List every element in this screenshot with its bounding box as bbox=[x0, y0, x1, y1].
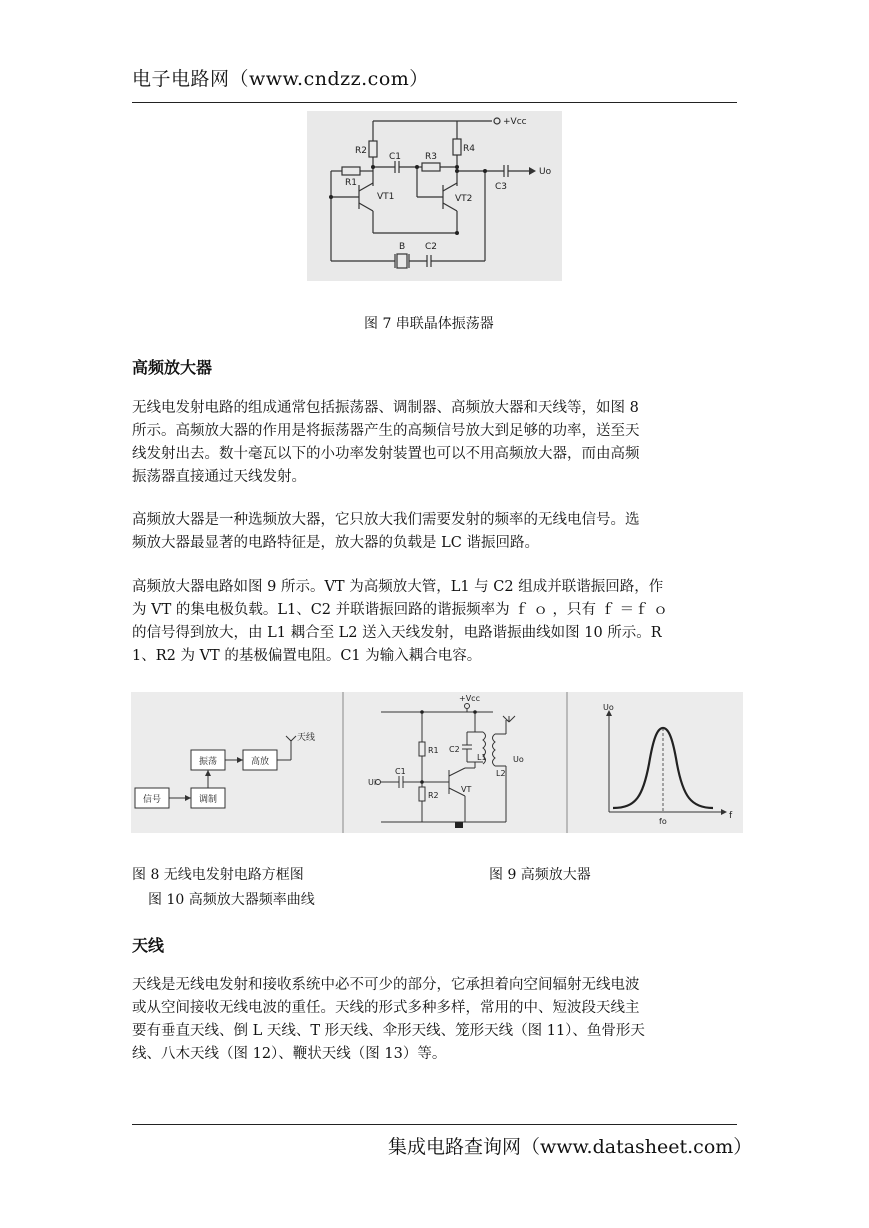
figure-10-caption: 图 10 高频放大器频率曲线 bbox=[148, 892, 315, 908]
header-rule bbox=[132, 102, 737, 103]
fig9-label-r1: R1 bbox=[428, 746, 439, 755]
figure-9-caption: 图 9 高频放大器 bbox=[489, 867, 591, 883]
fig9-label-vcc: +Vcc bbox=[459, 694, 480, 703]
paragraph-line: 频放大器最显著的电路特征是，放大器的负载是 LC 谐振回路。 bbox=[132, 535, 539, 551]
fig7-label-vcc: +Vcc bbox=[503, 117, 527, 127]
header-site: 电子电路网（www.cndzz.com） bbox=[132, 68, 429, 90]
paragraph-line: 天线是无线电发射和接收系统中必不可少的部分，它承担着向空间辐射无线电波 bbox=[132, 977, 640, 993]
antenna-label: 天线 bbox=[297, 733, 316, 743]
paragraph-1 bbox=[132, 397, 740, 489]
fig9-label-ui: Ui bbox=[368, 778, 377, 787]
fig9-label-c1: C1 bbox=[395, 767, 406, 776]
section-heading-antenna: 天线 bbox=[132, 936, 165, 955]
fig7-label-c1: C1 bbox=[389, 152, 402, 162]
block-oscillator: 振荡 bbox=[198, 757, 218, 767]
paragraph-line: 振荡器直接通过天线发射。 bbox=[132, 469, 306, 485]
fig9-label-vt: VT bbox=[461, 785, 472, 794]
fig7-label-r3: R3 bbox=[425, 152, 437, 162]
block-signal: 信号 bbox=[142, 795, 162, 805]
figure-7-circuit bbox=[307, 111, 562, 281]
fig7-label-vt2: VT2 bbox=[455, 194, 473, 204]
fig7-label-vt1: VT1 bbox=[377, 192, 395, 202]
paragraph-line: 高频放大器电路如图 9 所示。VT 为高频放大管，L1 与 C2 组成并联谐振回路，作 bbox=[132, 579, 664, 595]
fig7-label-b: B bbox=[399, 242, 406, 252]
fig9-label-l2: L2 bbox=[496, 769, 506, 778]
paragraph-line: 要有垂直天线、倒 L 天线、T 形天线、伞形天线、笼形天线（图 11）、鱼骨形天 bbox=[132, 1023, 645, 1039]
paragraph-line: 高频放大器是一种选频放大器，它只放大我们需要发射的频率的无线电信号。选 bbox=[132, 512, 640, 528]
paragraph-line: 的信号得到放大，由 L1 耦合至 L2 送入天线发射，电路谐振曲线如图 10 所示。R bbox=[132, 625, 662, 641]
figures-8-9-10 bbox=[131, 692, 743, 833]
paragraph-line: 线发射出去。数十毫瓦以下的小功率发射装置也可以不用高频放大器，而由高频 bbox=[132, 446, 640, 462]
fig7-label-r4: R4 bbox=[463, 144, 475, 154]
paragraph-line: 1、R2 为 VT 的基极偏置电阻。C1 为输入耦合电容。 bbox=[132, 648, 482, 664]
fig7-label-c2: C2 bbox=[425, 242, 438, 252]
footer-rule bbox=[132, 1124, 737, 1125]
fig9-label-uo: Uo bbox=[513, 755, 524, 764]
block-modulator: 调制 bbox=[198, 795, 218, 805]
fig10-x-label: f bbox=[729, 811, 733, 821]
section-heading-hf-amplifier: 高频放大器 bbox=[132, 358, 213, 377]
paragraph-line: 或从空间接收无线电波的重任。天线的形式多种多样，常用的中、短波段天线主 bbox=[132, 1000, 640, 1016]
fig7-label-r1: R1 bbox=[345, 178, 357, 188]
fig10-y-label: Uo bbox=[603, 703, 614, 712]
paragraph-2 bbox=[132, 509, 740, 555]
fig7-label-r2: R2 bbox=[355, 146, 367, 156]
paragraph-line: 线、八木天线（图 12）、鞭状天线（图 13）等。 bbox=[132, 1046, 447, 1062]
paragraph-3 bbox=[132, 576, 740, 668]
fig9-label-c2: C2 bbox=[449, 745, 460, 754]
figure-8-caption: 图 8 无线电发射电路方框图 bbox=[132, 867, 304, 883]
fig9-label-l1: L1 bbox=[477, 753, 487, 762]
block-hf-amp: 高放 bbox=[250, 757, 270, 767]
footer-site: 集成电路查询网（www.datasheet.com） bbox=[388, 1136, 753, 1158]
fig7-label-uo: Uo bbox=[539, 167, 552, 177]
paragraph-line: 无线电发射电路的组成通常包括振荡器、调制器、高频放大器和天线等，如图 8 bbox=[132, 400, 639, 416]
fig9-label-r2: R2 bbox=[428, 791, 439, 800]
fig10-peak-label: fo bbox=[659, 817, 667, 826]
paragraph-line: 为 VT 的集电极负载。L1、C2 并联谐振回路的谐振频率为 ｆ ｏ ，只有 ｆ ＝ｆ ｏ bbox=[132, 602, 668, 618]
paragraph-line: 所示。高频放大器的作用是将振荡器产生的高频信号放大到足够的功率，送至天 bbox=[132, 423, 640, 439]
paragraph-4 bbox=[132, 974, 740, 1066]
fig7-label-c3: C3 bbox=[495, 182, 508, 192]
figure-7-caption: 图 7 串联晶体振荡器 bbox=[364, 316, 494, 332]
